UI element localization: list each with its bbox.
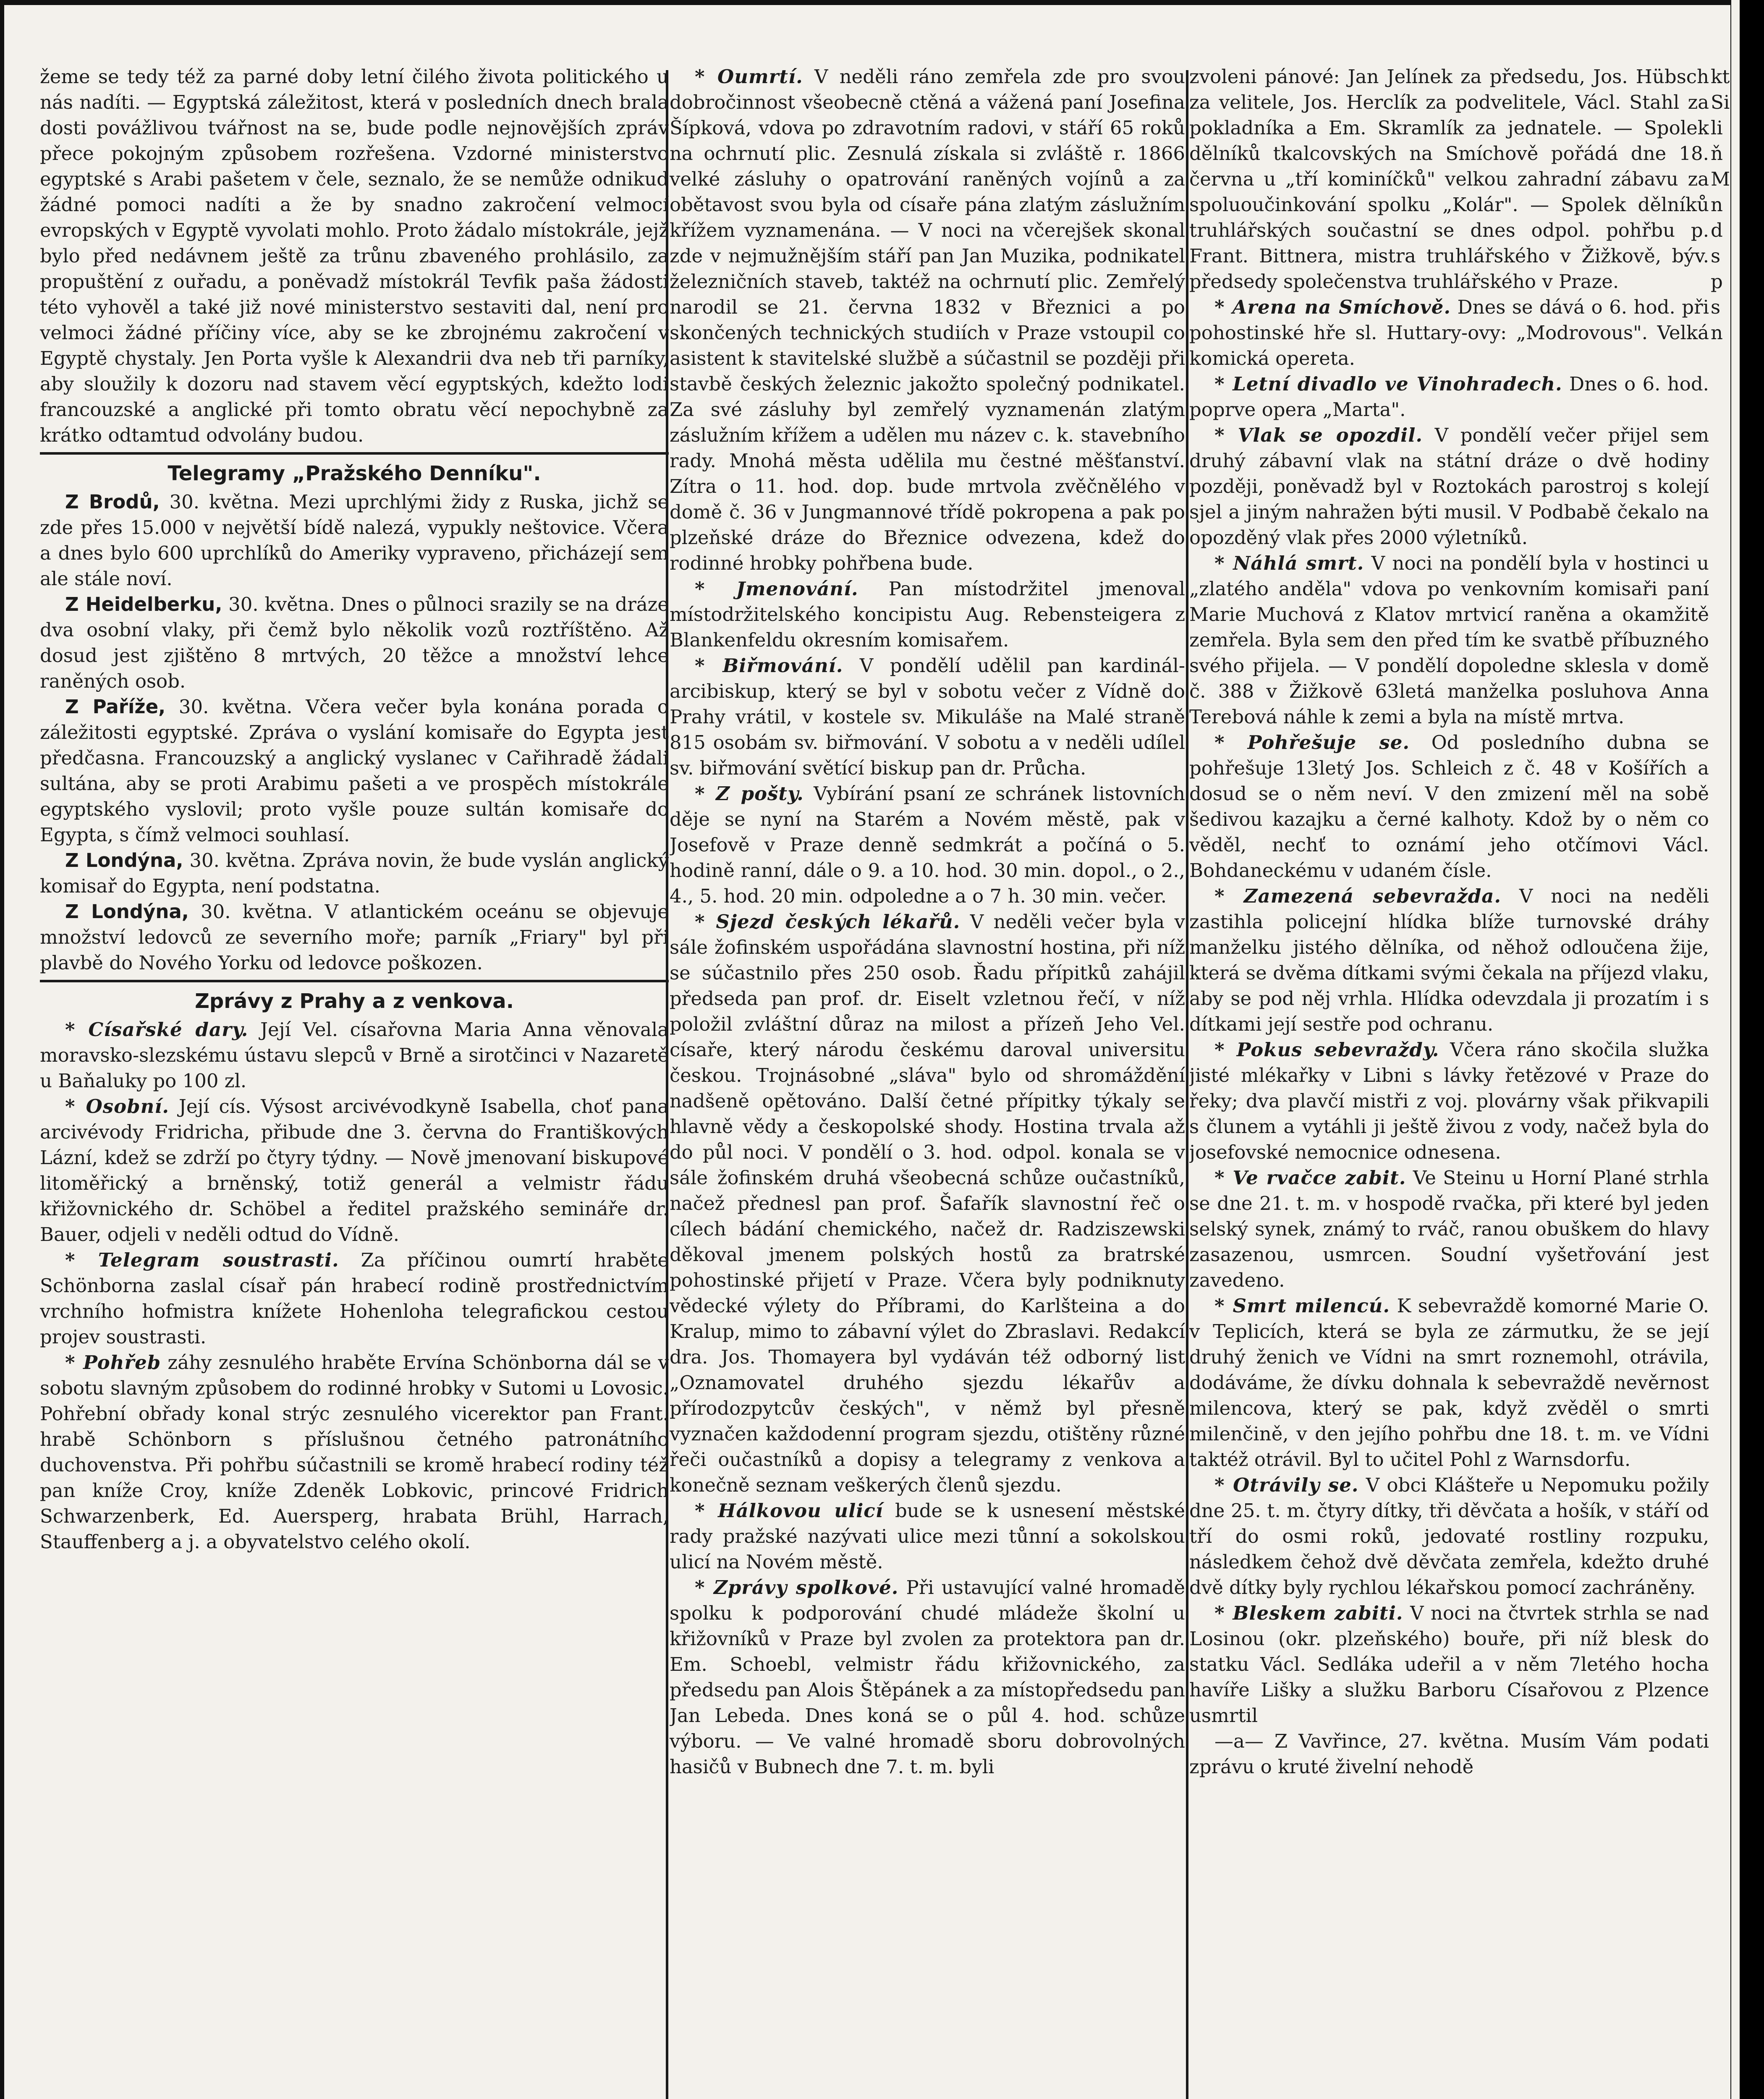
news-text: Pan místodržitel jmenoval místodržitelského koncipistu Aug. Rebensteigera z Blankenfeldu okresním komisařem. bbox=[670, 578, 1185, 651]
news-text: Za příčinou oumrtí hraběte Schönborna zaslal císař pán hrabecí rodině prostřednictvím vrchního hofmistra knížete Hohenloha telegrafickou cestou projev soustrasti. bbox=[40, 1249, 669, 1348]
news-keyword: * Náhlá smrt. bbox=[1214, 552, 1364, 574]
telegram-item bbox=[40, 848, 669, 899]
news-text: V pondělí večer přijel sem druhý zábavní vlak na státní dráze o dvě hodiny později, poněvadž byl v Roztokách parostroj s kolejí sjel a jiným nahražen býti musil. V Podbabě čekalo na opozděný vlak přes 2000 výletníků. bbox=[1189, 424, 1709, 549]
news-item bbox=[670, 1575, 1185, 1780]
column-2 bbox=[670, 64, 1185, 2099]
section-rule bbox=[40, 980, 669, 982]
article-egypt: žeme se tedy též za parné doby letní čilého života politického u nás nadíti. — Egyptská záležitost, která v posledních dnech brala dosti povážlivou tvářnost na se, bude podle nejnovějších zpráv přece pokojným způsobem rozřešena. Vzdorné ministerstvo egyptské s Arabi pašetem v čele, seznalo, že se nemůže odnikud žádné pomoci nadíti a že by snadno zakročení velmocí evropských v Egyptě vyvolati mohlo. Proto žádalo místokrále, jejž bylo před nedávnem ještě za trůnu zbaveného prohlásilo, za propuštění z ouřadu, a poněvadž místokrál Tevfik paša žádosti této vyhověl a také již nové ministerstvo sestaviti dal, není pro velmoci žádné příčiny více, aby se ke zbrojnému zakročení v Egyptě chystaly. Jen Porta vyšle k Alexandrii dva neb tři parníky, aby sloužily k dozoru nad stavem věcí egyptských, kdežto lodi francouzské a anglické při tomto obratu věcí nepochybně za krátko odtamtud odvolány budou. bbox=[40, 65, 669, 446]
news-keyword: * Telegram soustrasti. bbox=[65, 1249, 339, 1271]
fragment-line: M bbox=[1711, 168, 1730, 190]
news-item bbox=[1189, 550, 1709, 730]
telegram-text: 30. května. Zpráva novin, že bude vyslán anglický komisař do Egypta, není podstatna. bbox=[40, 849, 669, 897]
page-edge-strip bbox=[1731, 0, 1740, 2099]
news-text: V noci na neděli zastihla policejní hlídka blíže turnovské dráhy manželku jistého dělníka, od něhož odloučena žije, která se dvěma dítkami svými čekala na příjezd vlaku, aby se pod něj vrhla. Hlídka odevzdala ji prozatím i s dítkami její sestře pod ochranu. bbox=[1189, 885, 1709, 1035]
news-keyword: * Sjezd českých lékařů. bbox=[695, 911, 961, 933]
news-keyword: * Ve rvačce zabit. bbox=[1214, 1167, 1406, 1189]
news-keyword: * Císařské dary. bbox=[65, 1018, 249, 1041]
news-item bbox=[40, 1017, 669, 1094]
news-item bbox=[1189, 1293, 1709, 1472]
news-keyword: * Jmenování. bbox=[695, 578, 858, 600]
news-text: Včera ráno skočila služka jisté mlékařky v Libni s lávky řetězové v Praze do řeky; dva plavčí mistři z voj. plovárny však přikvapili s člunem a vytáhli ji ještě živou z vody, načež byla do josefovské nemocnice odnesena. bbox=[1189, 1039, 1709, 1163]
telegram-item bbox=[40, 899, 669, 976]
news-keyword: * Pohřeb bbox=[65, 1351, 161, 1374]
news-item bbox=[670, 909, 1185, 1498]
news-continuation: zvoleni pánové: Jan Jelínek za předsedu, Jos. Hübsch za velitele, Jos. Herclík za podvelitele, Václ. Stahl za pokladníka a Em. Skramlík za jednatele. — Spolek dělníků tkalcovských na Smíchově pořádá dne 18. června u „tří kominíčků" velkou zahradní zábavu za spoluoučinkování spolku „Kolár". — Spolek dělníků truhlářských součastní se dnes odpol. pohřbu p. Frant. Bittnera, mistra truhlářského v Žižkově, býv. předsedy společenstva truhlářského v Praze. bbox=[1189, 65, 1709, 293]
news-item bbox=[1189, 1600, 1709, 1728]
telegram-place: Z Heidelberku, bbox=[65, 593, 222, 615]
telegram-item bbox=[40, 489, 669, 591]
news-text: V noci na pondělí byla v hostinci u „zlatého anděla" vdova po venkovním komisaři paní Marie Muchová z Klatov mrtvicí raněna a okamžitě zemřela. Byla sem den před tím ke svatbě příbuzného svého přijela. — V pondělí dopoledne sklesla v domě č. 388 v Žižkově 63letá manželka posluhova Anna Terebová náhle k zemi a byla na místě mrtva. bbox=[1189, 552, 1709, 728]
news-item bbox=[670, 653, 1185, 781]
news-keyword: * Pohřešuje se. bbox=[1214, 731, 1410, 754]
news-text: V pondělí udělil pan kardinál-arcibiskup, který se byl v sobotu večer z Vídně do Prahy vrátil, v kostele sv. Mikuláše na Malé straně 815 osobám sv. biřmování. V sobotu a v neděli udílel sv. biřmování světící biskup pan dr. Průcha. bbox=[670, 654, 1185, 779]
column-1 bbox=[40, 64, 669, 2099]
news-keyword: * Z pošty. bbox=[695, 783, 804, 805]
news-text: Od posledního dubna se pohřešuje 13letý Jos. Schleich z č. 48 v Košířích a dosud se o něm neví. V den zmizení měl na sobě šedivou kazajku a černé kalhoty. Kdož by o něm co věděl, nechť to oznámí jeho otčímovi Václ. Bohdaneckému v udaném čísle. bbox=[1189, 731, 1709, 882]
news-keyword: * Biřmování. bbox=[695, 654, 843, 677]
news-text: záhy zesnulého hraběte Ervína Schönborna dál se v sobotu slavným způsobem do rodinné hrobky v Sutomi u Lovosic. Pohřební obřady konal strýc zesnulého vicerektor pan Frant. hrabě Schönborn s příslušnou četného patronátního duchovenstva. Při pohřbu súčastnili se kromě hrabecí rodiny též pan kníže Croy, kníže Zdeněk Lobkovic, princové Fridrich Schwarzenberk, Ed. Auersperg, hrabata Brühl, Harrach, Stauffenberg a j. a obyvatelstvo celého okolí. bbox=[40, 1351, 669, 1553]
fragment-line: p bbox=[1711, 270, 1723, 293]
telegram-place: Z Brodů, bbox=[65, 491, 160, 513]
fragment-line: Si bbox=[1711, 91, 1730, 113]
news-text: Při ustavující valné hromadě spolku k podporování chudé mládeže školní u křižovníků v Praze byl zvolen za protektora pan dr. Em. Schoebl, velmistr řádu křižovnického, za předsedu pan Alois Štěpánek a za místopředsedu pan Jan Lebeda. Dnes koná se o půl 4. hod. schůze výboru. — Ve valné hromadě sboru dobrovolných hasičů v Bubnech dne 7. t. m. byli bbox=[670, 1576, 1185, 1778]
news-item bbox=[40, 1247, 669, 1350]
news-item bbox=[670, 1498, 1185, 1575]
news-text: Vybírání psaní ze schránek listovních děje se nyní na Starém a Novém městě, pak v Josefově v Praze denně sedmkrát a počíná o 5. hodině ranní, dále o 9. a 10. hod. 30 min. dopol., o 2., 4., 5. hod. 20 min. odpoledne a o 7 h. 30 min. večer. bbox=[670, 783, 1185, 907]
news-item bbox=[1189, 1037, 1709, 1165]
news-item bbox=[1189, 1472, 1709, 1600]
news-item bbox=[1189, 371, 1709, 422]
section-rule bbox=[40, 452, 669, 455]
news-text: V neděli ráno zemřela zde pro svou dobročinnost všeobecně ctěná a vážená paní Josefina Šípková, vdova po zdravotním radovi, v stáří 65 roků na ochrnutí plic. Zesnulá získala si zvláště r. 1866 velké zásluhy o opatrování raněných vojínů a za obětavost svou byla od císaře pána zlatým záslužním křížem vyznamenána. — V noci na včerejšek skonal zde v nejmužnějším stáří pan Jan Muzika, podnikatel železničních staveb, taktéž na ochrnutí plic. Zemřelý narodil se 21. června 1832 v Březnici a po skončených technických studiích v Praze vstoupil co asistent k stavitelské službě a súčastnil se později při stavbě českých železnic jakožto společný podnikatel. Za své zásluhy byl zemřelý vyznamenán zlatým záslužním křížem a udělen mu název c. k. stavebního rady. Mnohá města udělila mu čestné měšťanství. Zítra o 11. hod. dop. bude mrtvola zvěčnělého v domě č. 36 v Jungmannové třídě pokropena a pak po plzeňské dráze do Březnice odvezena, kdež do rodinné hrobky pohřbena bude. bbox=[670, 65, 1185, 574]
telegram-item bbox=[40, 694, 669, 848]
newspaper-page bbox=[4, 5, 1730, 2099]
news-text: V neděli večer byla v sále žofinském uspořádána slavnostní hostina, při níž se súčastnilo přes 250 osob. Řadu přípitků zahájil předseda pan prof. dr. Eiselt vzletnou řečí, v níž položil zvláštní důraz na milost a přízeň Jeho Vel. císaře, který národu českému daroval universitu českou. Trojnásobné „sláva" bylo od shromáždění nadšeně opětováno. Další četné přípitky týkaly se hlavně vědy a českopolské shody. Hostina trvala až do půl noci. V pondělí o 3. hod. odpol. konala se v sále žofinském druhá všeobecná schůze oučastníků, načež přednesl pan prof. Šafařík slavnostní řeč o cílech bádání chemického, načež dr. Radziszewski děkoval jmenem polských hostů za bratrské pohostinské přijetí v Praze. Včera byly podniknuty vědecké výlety do Příbrami, do Karlšteina a do Kralup, mimo to zábavní výlet do Zbraslavi. Redakcí dra. Jos. Thomayera byl vydáván též odborný list „Oznamovatel druhého sjezdu lékařův a přírodozpytcův českých", v němž byl přesně vyznačen každodenní program sjezdu, otištěny různé řeči oučastníků a dopisy a telegramy z venkova a konečně seznam veškerých členů sjezdu. bbox=[670, 911, 1185, 1496]
news-text: Dnes o 6. hod. poprve opera „Marta". bbox=[1189, 373, 1709, 421]
news-item bbox=[670, 781, 1185, 909]
news-text: Dnes se dává o 6. hod. při pohostinské hře sl. Huttary-ovy: „Modrovous". Velká komická opereta. bbox=[1189, 296, 1709, 369]
section-heading-news: Zprávy z Prahy a z venkova. bbox=[195, 989, 514, 1013]
news-keyword: * Pokus sebevraždy. bbox=[1214, 1039, 1439, 1061]
telegram-item bbox=[40, 591, 669, 694]
news-item bbox=[40, 1350, 669, 1555]
fragment-line: n bbox=[1711, 194, 1723, 216]
fragment-line: d bbox=[1711, 219, 1723, 241]
news-item bbox=[1189, 422, 1709, 550]
news-item bbox=[670, 64, 1185, 576]
news-item bbox=[1189, 883, 1709, 1037]
telegram-text: 30. května. Dnes o půlnoci srazily se na dráze dva osobní vlaky, při čemž bylo několik vozů roztříštěno. Až dosud jest zjištěno 8 mrtvých, 20 těžce a množství lehce raněných osob. bbox=[40, 593, 669, 692]
news-item bbox=[1189, 294, 1709, 371]
news-item bbox=[1189, 730, 1709, 883]
telegram-text: 30. května. Včera večer byla konána porada o záležitosti egyptské. Zpráva o vyslání komisaře do Egypta jest předčasna. Francouzský a anglický vyslanec v Cařihradě žádali sultána, aby se proti Arabimu pašeti a ve prospěch místokrále egyptského vyslovil; proto vyšle pouze sultán komisaře do Egypta, s čímž velmoci souhlasí. bbox=[40, 696, 669, 846]
fragment-line: s bbox=[1711, 245, 1721, 267]
column-rule bbox=[1186, 70, 1188, 2099]
column-3 bbox=[1189, 64, 1709, 2099]
news-text: Její cís. Výsost arcivévodkyně Isabella, choť pana arcivévody Fridricha, přibude dne 3. června do Františkových Lázní, kdež se zdrží po čtyry týdny. — Nově jmenovaní biskupové litoměřický a brněnský, totiž generál a velmistr řádu křižovnického dr. Schöbel a ředitel pražského semináře dr. Bauer, odjeli v neděli odtud do Vídně. bbox=[40, 1095, 669, 1246]
news-item bbox=[670, 576, 1185, 653]
telegram-text: 30. května. Mezi uprchlými židy z Ruska, jichž se zde přes 15.000 v největší bídě nalezá, vypukly neštovice. Včera a dnes bylo 600 uprchlíků do Ameriky vypraveno, přicházejí sem ale stále noví. bbox=[40, 491, 669, 590]
news-keyword: * Smrt milencú. bbox=[1214, 1295, 1390, 1317]
fragment-line: n bbox=[1711, 322, 1723, 344]
news-keyword: * Bleskem zabiti. bbox=[1214, 1602, 1403, 1624]
news-item bbox=[40, 1094, 669, 1247]
news-keyword: * Arena na Smíchově. bbox=[1214, 296, 1451, 318]
news-text: Její Vel. císařovna Maria Anna věnovala moravsko-slezskému ústavu slepců v Brně a sirotčinci v Nazaretě u Baňaluky po 100 zl. bbox=[40, 1018, 669, 1092]
fragment-line: ň bbox=[1711, 142, 1723, 165]
news-text: bude se k usnesení městské rady pražské nazývati ulice mezi tůnní a sokolskou ulicí na Novém městě. bbox=[670, 1500, 1185, 1573]
news-keyword: * Letní divadlo ve Vinohradech. bbox=[1214, 373, 1562, 395]
telegram-text: 30. května. V atlantickém oceánu se objevuje množství ledovců ze severního moře; parník „Friary" byl při plavbě do Nového Yorku od ledovce poškozen. bbox=[40, 900, 669, 974]
news-keyword: * Vlak se opozdil. bbox=[1214, 424, 1423, 446]
fragment-line: kt bbox=[1711, 65, 1730, 88]
news-keyword: * Osobní. bbox=[65, 1095, 170, 1118]
news-keyword: * Oumrtí. bbox=[695, 65, 803, 88]
news-keyword: * Zprávy spolkové. bbox=[695, 1576, 899, 1599]
telegram-place: Z Paříže, bbox=[65, 696, 166, 718]
news-keyword: * Hálkovou ulicí bbox=[695, 1500, 883, 1522]
telegram-place: Z Londýna, bbox=[65, 900, 189, 923]
fragment-line: li bbox=[1711, 117, 1723, 139]
fragment-line: s bbox=[1711, 296, 1721, 318]
adjacent-page-fragment bbox=[1711, 64, 1730, 2099]
news-text: K sebevraždě komorné Marie O. v Teplicích, která se byla ze zármutku, že se její druhý ženich ve Vídni na smrt roznemohl, otrávila, dodáváme, že dívku dohnala k sebevraždě nevěrnost milencova, který se pak, když zvěděl o smrti milenčině, v den jejího pohřbu dne 18. t. m. ve Vídni taktéž otrávil. Byl to učitel Pohl z Warnsdorfu. bbox=[1189, 1295, 1709, 1471]
scan-gutter bbox=[1740, 0, 1764, 2099]
correspondence: —a— Z Vavřince, 27. května. Musím Vám podati zprávu o kruté živelní nehodě bbox=[1189, 1730, 1709, 1778]
news-keyword: * Zamezená sebevražda. bbox=[1214, 885, 1502, 907]
news-text: Ve Steinu u Horní Plané strhla se dne 21. t. m. v hospodě rvačka, při které byl jeden selský synek, známý to rváč, ranou obuškem do hlavy zasazenou, usmrcen. Soudní vyšetřování jest zavedeno. bbox=[1189, 1167, 1709, 1291]
news-item bbox=[1189, 1165, 1709, 1293]
news-text: V obci Klášteře u Nepomuku požily dne 25. t. m. čtyry dítky, tři děvčata a hošík, v stáří od tří do osmi roků, jedovaté rostliny rozpuku, následkem čehož dvě děvčata zemřela, kdežto druhé dvě dítky byly rychlou lékařskou pomocí zachráněny. bbox=[1189, 1474, 1709, 1599]
news-text: V noci na čtvrtek strhla se nad Losinou (okr. plzeňského) bouře, při níž blesk do statku Václ. Sedláka udeřil a v něm 7letého hocha havíře Lišky a služku Barboru Císařovou z Plzence usmrtil bbox=[1189, 1602, 1709, 1727]
news-keyword: * Otrávily se. bbox=[1214, 1474, 1359, 1496]
section-heading-telegrams: Telegramy „Pražského Denníku". bbox=[168, 462, 541, 485]
telegram-place: Z Londýna, bbox=[65, 849, 183, 872]
